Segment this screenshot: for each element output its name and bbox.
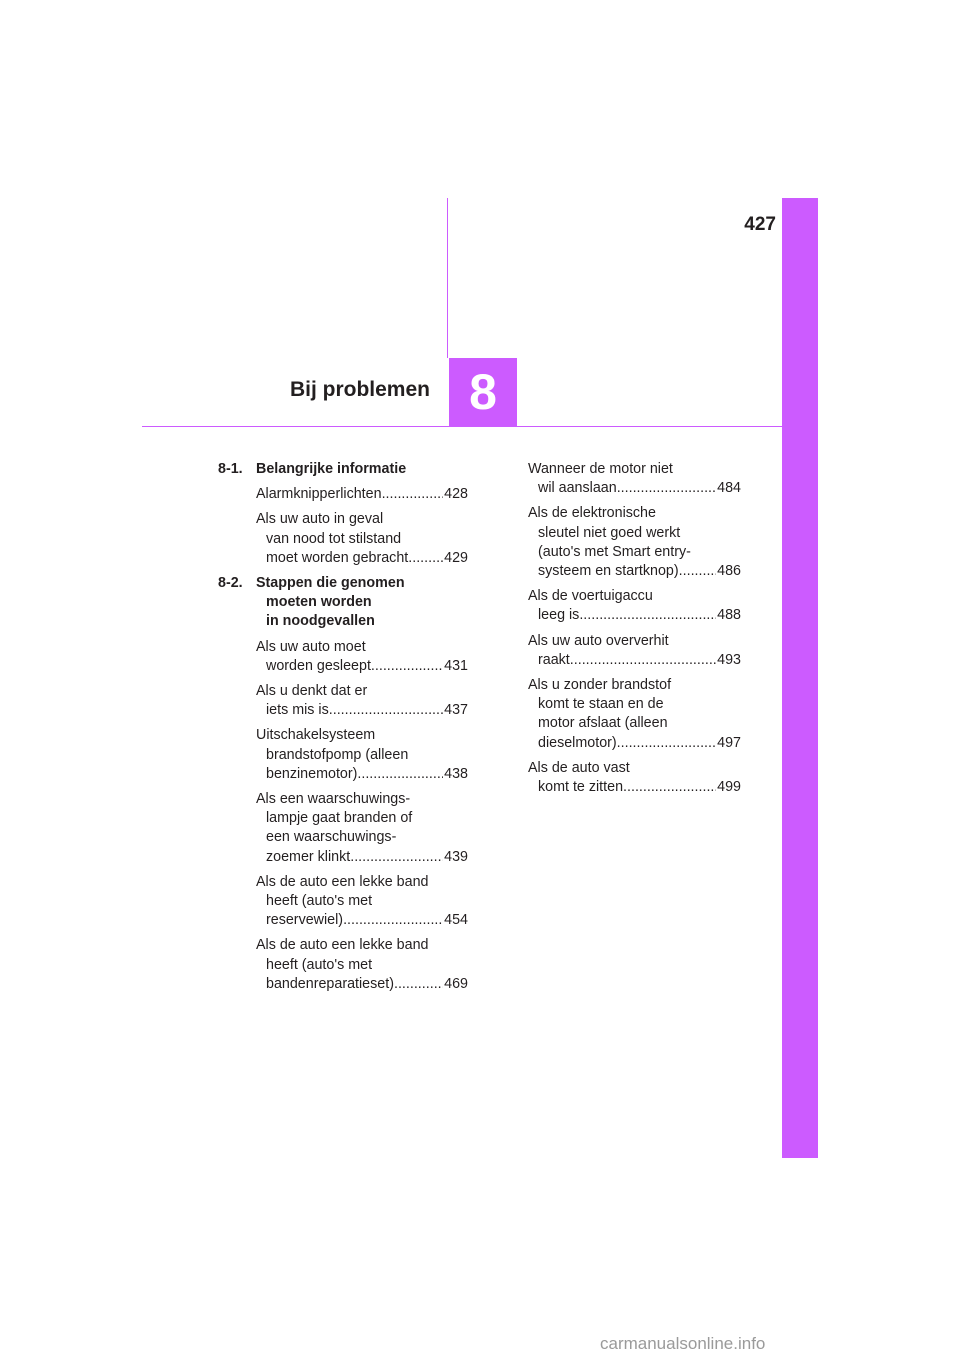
toc-entry-last-line bbox=[528, 734, 741, 753]
toc-page-number: 428 bbox=[444, 486, 468, 503]
dot-leader bbox=[382, 485, 444, 504]
toc-entry-line: Als u denkt dat er bbox=[256, 683, 368, 700]
vertical-divider bbox=[447, 198, 448, 358]
toc-entry-line: heeft (auto's met bbox=[266, 893, 373, 910]
toc-right-column bbox=[528, 460, 741, 803]
toc-entry-line: Als uw auto moet bbox=[256, 638, 366, 655]
toc-section-title-line: moeten worden bbox=[266, 594, 372, 611]
toc-entry[interactable] bbox=[256, 682, 468, 720]
toc-entry-last-line bbox=[256, 911, 468, 930]
toc-entry-line: worden gesleept bbox=[266, 657, 371, 674]
toc-entry-last-line bbox=[256, 848, 468, 867]
toc-entry-last-line bbox=[256, 549, 468, 568]
toc-section-title-line: Belangrijke informatie bbox=[256, 461, 407, 477]
toc-entry-line: lampje gaat branden of bbox=[266, 810, 413, 827]
dot-leader bbox=[371, 657, 443, 676]
toc-entry-last-line bbox=[256, 657, 468, 676]
dot-leader bbox=[617, 479, 716, 498]
toc-entry-line: (auto's met Smart entry- bbox=[538, 543, 691, 560]
toc-entry-line: Als de auto een lekke band bbox=[256, 937, 429, 954]
toc-entry-line: Als een waarschuwings- bbox=[256, 791, 411, 808]
toc-page-number: 454 bbox=[444, 912, 468, 929]
toc-page-number: 499 bbox=[717, 779, 741, 796]
toc-entry-last-line bbox=[528, 606, 741, 625]
toc-section-number: 8-1. bbox=[218, 461, 243, 477]
dot-leader bbox=[679, 562, 716, 581]
toc-entry-line: dieselmotor) bbox=[538, 734, 617, 751]
toc-entry-last-line bbox=[528, 651, 741, 670]
toc-entry-last-line bbox=[256, 765, 468, 784]
toc-entry[interactable] bbox=[528, 504, 741, 581]
toc-entry-line: leeg is bbox=[538, 607, 580, 624]
toc-page-number: 484 bbox=[717, 480, 741, 497]
toc-section-heading bbox=[218, 460, 468, 479]
toc-section-title-line: Stappen die genomen bbox=[256, 575, 405, 592]
dot-leader bbox=[343, 911, 443, 930]
toc-page-number: 431 bbox=[444, 657, 468, 674]
toc-entry-line: komt te staan en de bbox=[538, 696, 664, 713]
toc-page-number: 493 bbox=[717, 651, 741, 668]
dot-leader bbox=[408, 549, 443, 568]
toc-entry[interactable] bbox=[256, 790, 468, 867]
toc-entry-line: brandstofpomp (alleen bbox=[266, 746, 409, 763]
toc-entry[interactable] bbox=[256, 510, 468, 568]
horizontal-divider bbox=[142, 426, 782, 427]
toc-entry-line: Als de auto een lekke band bbox=[256, 873, 429, 890]
toc-entry-line: motor afslaat (alleen bbox=[538, 715, 668, 732]
toc-entry-line: Als uw auto in geval bbox=[256, 511, 384, 528]
toc-entry-line: heeft (auto's met bbox=[266, 956, 373, 973]
dot-leader bbox=[350, 848, 443, 867]
toc-entry-line: Als u zonder brandstof bbox=[528, 677, 672, 694]
toc-page-number: 497 bbox=[717, 734, 741, 751]
dot-leader bbox=[623, 778, 716, 797]
toc-page-number: 439 bbox=[444, 848, 468, 865]
toc-entry-line: Wanneer de motor niet bbox=[528, 461, 673, 477]
toc-entry-line: Als de elektronische bbox=[528, 505, 656, 522]
toc-entry[interactable] bbox=[528, 632, 741, 670]
toc-section-heading bbox=[218, 574, 468, 632]
toc-entry[interactable] bbox=[256, 638, 468, 676]
toc-entry-line: wil aanslaan bbox=[538, 480, 617, 497]
toc-entry[interactable] bbox=[256, 936, 468, 994]
toc-page-number: 437 bbox=[444, 702, 468, 719]
toc-entry-line: Uitschakelsysteem bbox=[256, 727, 376, 744]
toc-entry-last-line bbox=[256, 485, 468, 504]
dot-leader bbox=[329, 701, 443, 720]
toc-entry[interactable] bbox=[256, 485, 468, 504]
toc-entry-line: bandenreparatieset) bbox=[266, 975, 394, 992]
toc-entry-line: Alarmknipperlichten bbox=[256, 486, 382, 503]
toc-entry-last-line bbox=[256, 975, 468, 994]
toc-entry-line: benzinemotor) bbox=[266, 765, 358, 782]
toc-entry-line: Als de voertuigaccu bbox=[528, 588, 653, 605]
toc-entry[interactable] bbox=[256, 873, 468, 931]
toc-entry-last-line bbox=[528, 479, 741, 498]
toc-entry-group bbox=[218, 638, 468, 994]
toc-section-number: 8-2. bbox=[218, 575, 243, 592]
toc-entry[interactable] bbox=[528, 587, 741, 625]
toc-entry-group bbox=[218, 485, 468, 568]
watermark: carmanualsonline.info bbox=[600, 1334, 766, 1353]
toc-entry-line: iets mis is bbox=[266, 702, 329, 719]
toc-entry-line: een waarschuwings- bbox=[266, 829, 397, 846]
toc-entry-line: zoemer klinkt bbox=[266, 848, 351, 865]
toc-entry-line: Als uw auto oververhit bbox=[528, 632, 669, 649]
chapter-number-box: 8 bbox=[449, 358, 517, 426]
toc-left-column bbox=[218, 460, 468, 1000]
toc-entry-line: raakt bbox=[538, 651, 570, 668]
chapter-side-tab bbox=[782, 198, 818, 1158]
dot-leader bbox=[570, 651, 716, 670]
toc-page-number: 486 bbox=[717, 563, 741, 580]
toc-page-number: 469 bbox=[444, 975, 468, 992]
toc-entry-line: moet worden gebracht bbox=[266, 549, 409, 566]
toc-entry-line: sleutel niet goed werkt bbox=[538, 524, 681, 541]
toc-entry[interactable] bbox=[528, 759, 741, 797]
toc-section-title-line: in noodgevallen bbox=[266, 613, 375, 630]
toc-entry[interactable] bbox=[256, 726, 468, 784]
toc-entry-line: van nood tot stilstand bbox=[266, 530, 402, 547]
toc-page-number: 438 bbox=[444, 765, 468, 782]
toc-entry[interactable] bbox=[528, 460, 741, 498]
toc-page-number: 429 bbox=[444, 549, 468, 566]
toc-entry-line: Als de auto vast bbox=[528, 759, 630, 776]
dot-leader bbox=[394, 975, 443, 994]
toc-entry-last-line bbox=[528, 562, 741, 581]
dot-leader bbox=[617, 734, 716, 753]
dot-leader bbox=[357, 765, 443, 784]
dot-leader bbox=[579, 606, 716, 625]
chapter-title: Bij problemen bbox=[289, 378, 430, 401]
toc-entry-line: systeem en startknop) bbox=[538, 563, 679, 580]
toc-entry-line: reservewiel) bbox=[266, 912, 344, 929]
toc-entry-last-line bbox=[256, 701, 468, 720]
page-number: 427 bbox=[744, 214, 776, 235]
toc-entry-last-line bbox=[528, 778, 741, 797]
toc-entry[interactable] bbox=[528, 676, 741, 753]
toc-page-number: 488 bbox=[717, 607, 741, 624]
toc-entry-line: komt te zitten bbox=[538, 779, 624, 796]
